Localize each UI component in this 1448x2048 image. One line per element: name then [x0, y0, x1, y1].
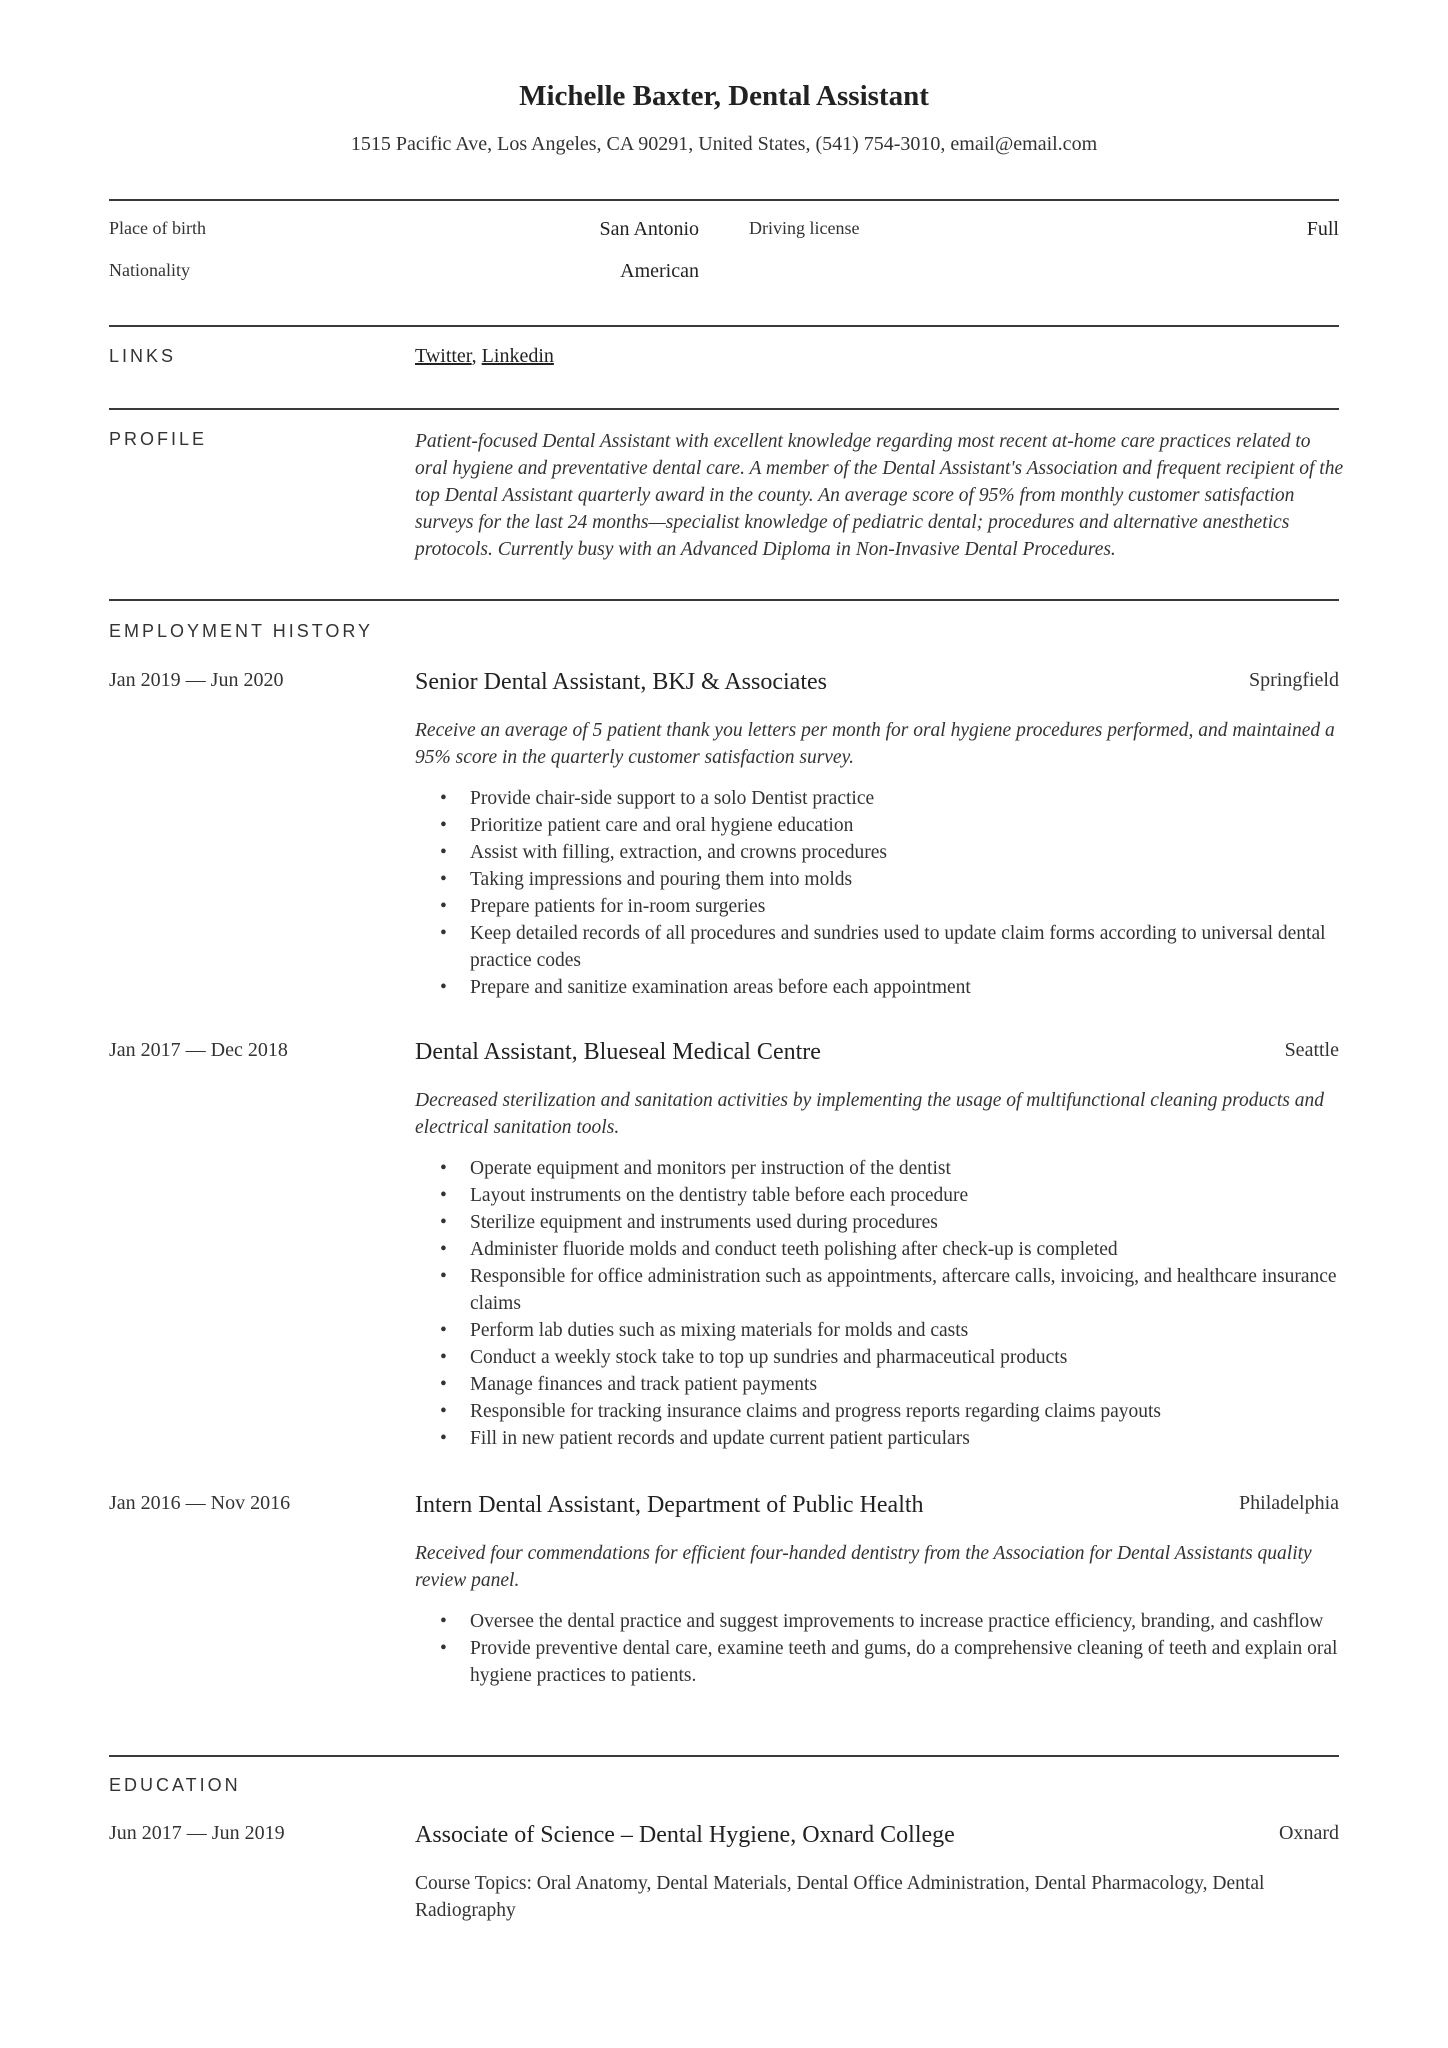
job-dates: Jan 2016 — Nov 2016 — [109, 1492, 291, 1514]
job-bullet-list — [415, 1608, 1345, 1689]
job-bullet: • Prepare and sanitize examination areas before each appointment — [415, 974, 1345, 1001]
job-title: Senior Dental Assistant, BKJ & Associates — [415, 669, 827, 695]
links-section-title: LINKS — [109, 346, 177, 366]
job-bullet: • Keep detailed records of all procedures and sundries used to update claim forms according to universal dental practice codes — [415, 920, 1345, 974]
job-bullet: • Manage finances and track patient payments — [415, 1371, 1345, 1398]
profile-section-title: PROFILE — [109, 429, 208, 449]
place-of-birth-label: Place of birth — [109, 218, 206, 238]
contact-line: 1515 Pacific Ave, Los Angeles, CA 90291, United States, (541) 754-3010, email@email.com — [350, 133, 1098, 155]
job-bullet: • Layout instruments on the dentistry table before each procedure — [415, 1182, 1345, 1209]
links-list — [415, 345, 554, 368]
job-bullet: • Sterilize equipment and instruments used during procedures — [415, 1209, 1345, 1236]
twitter-link[interactable]: Twitter — [415, 345, 472, 367]
job-city: Seattle — [1284, 1039, 1339, 1061]
job-bullet: • Administer fluoride molds and conduct teeth polishing after check-up is completed — [415, 1236, 1345, 1263]
nationality-value: American — [620, 260, 699, 282]
job-dates: Jan 2019 — Jun 2020 — [109, 669, 284, 691]
job-bullet: • Conduct a weekly stock take to top up sundries and pharmaceutical products — [415, 1344, 1345, 1371]
linkedin-link[interactable]: Linkedin — [481, 345, 554, 367]
education-courses: Course Topics: Oral Anatomy, Dental Materials, Dental Office Administration, Dental Pharmacology, Dental Radiography — [415, 1873, 1265, 1921]
job-bullet: • Responsible for office administration such as appointments, aftercare calls, invoicing, and healthcare insurance claims — [415, 1263, 1345, 1317]
job-bullet: • Taking impressions and pouring them into molds — [415, 866, 1345, 893]
employment-section-title: EMPLOYMENT HISTORY — [109, 621, 374, 641]
divider — [109, 1755, 1339, 1757]
job-bullet: • Perform lab duties such as mixing materials for molds and casts — [415, 1317, 1345, 1344]
job-dates: Jan 2017 — Dec 2018 — [109, 1039, 288, 1061]
job-summary: Received four commendations for efficient four-handed dentistry from the Association for Dental Assistants quality review panel. — [415, 1543, 1312, 1591]
driving-license-label: Driving license — [749, 218, 860, 238]
job-city: Philadelphia — [1239, 1492, 1339, 1514]
education-city: Oxnard — [1279, 1822, 1339, 1844]
job-title: Dental Assistant, Blueseal Medical Centre — [415, 1039, 821, 1065]
profile-text: Patient-focused Dental Assistant with excellent knowledge regarding most recent at-home care practices related to oral hygiene and preventative dental care. A member of the Dental Assistant's Association and frequent recipient of the top Dental Assistant quarterly award in the county. An average score of 95% from monthly customer satisfaction surveys for the last 24 months—specialist knowledge of pediatric dental; procedures and alternative anesthetics protocols. Currently busy with an Advanced Diploma in Non-Invasive Dental Procedures. — [415, 431, 1344, 560]
job-bullet: • Assist with filling, extraction, and crowns procedures — [415, 839, 1345, 866]
job-bullet: • Provide preventive dental care, examine teeth and gums, do a comprehensive cleaning of teeth and explain oral hygiene practices to patients. — [415, 1635, 1345, 1689]
resume-name: Michelle Baxter, Dental Assistant — [519, 80, 929, 112]
job-bullet: • Operate equipment and monitors per instruction of the dentist — [415, 1155, 1345, 1182]
divider — [109, 599, 1339, 601]
job-title: Intern Dental Assistant, Department of Public Health — [415, 1492, 924, 1518]
job-bullet: • Prepare patients for in-room surgeries — [415, 893, 1345, 920]
nationality-label: Nationality — [109, 260, 190, 280]
divider — [109, 408, 1339, 410]
education-section-title: EDUCATION — [109, 1775, 241, 1795]
job-bullet: • Fill in new patient records and update current patient particulars — [415, 1425, 1345, 1452]
driving-license-value: Full — [1306, 218, 1339, 240]
job-bullet: • Oversee the dental practice and suggest improvements to increase practice efficiency, branding, and cashflow — [415, 1608, 1345, 1635]
job-summary: Decreased sterilization and sanitation activities by implementing the usage of multifunctional cleaning products and electrical sanitation tools. — [415, 1090, 1324, 1138]
divider — [109, 325, 1339, 327]
job-summary: Receive an average of 5 patient thank you letters per month for oral hygiene procedures performed, and maintained a 95% score in the quarterly customer satisfaction survey. — [415, 720, 1335, 768]
job-bullet-list — [415, 785, 1345, 1001]
education-degree: Associate of Science – Dental Hygiene, Oxnard College — [415, 1822, 955, 1848]
job-bullet: • Prioritize patient care and oral hygiene education — [415, 812, 1345, 839]
education-dates: Jun 2017 — Jun 2019 — [109, 1822, 285, 1844]
job-city: Springfield — [1249, 669, 1339, 691]
job-bullet-list — [415, 1155, 1345, 1452]
job-bullet: • Provide chair-side support to a solo Dentist practice — [415, 785, 1345, 812]
links-separator: , — [471, 345, 477, 367]
divider — [109, 199, 1339, 201]
place-of-birth-value: San Antonio — [599, 218, 699, 240]
job-bullet: • Responsible for tracking insurance claims and progress reports regarding claims payouts — [415, 1398, 1345, 1425]
